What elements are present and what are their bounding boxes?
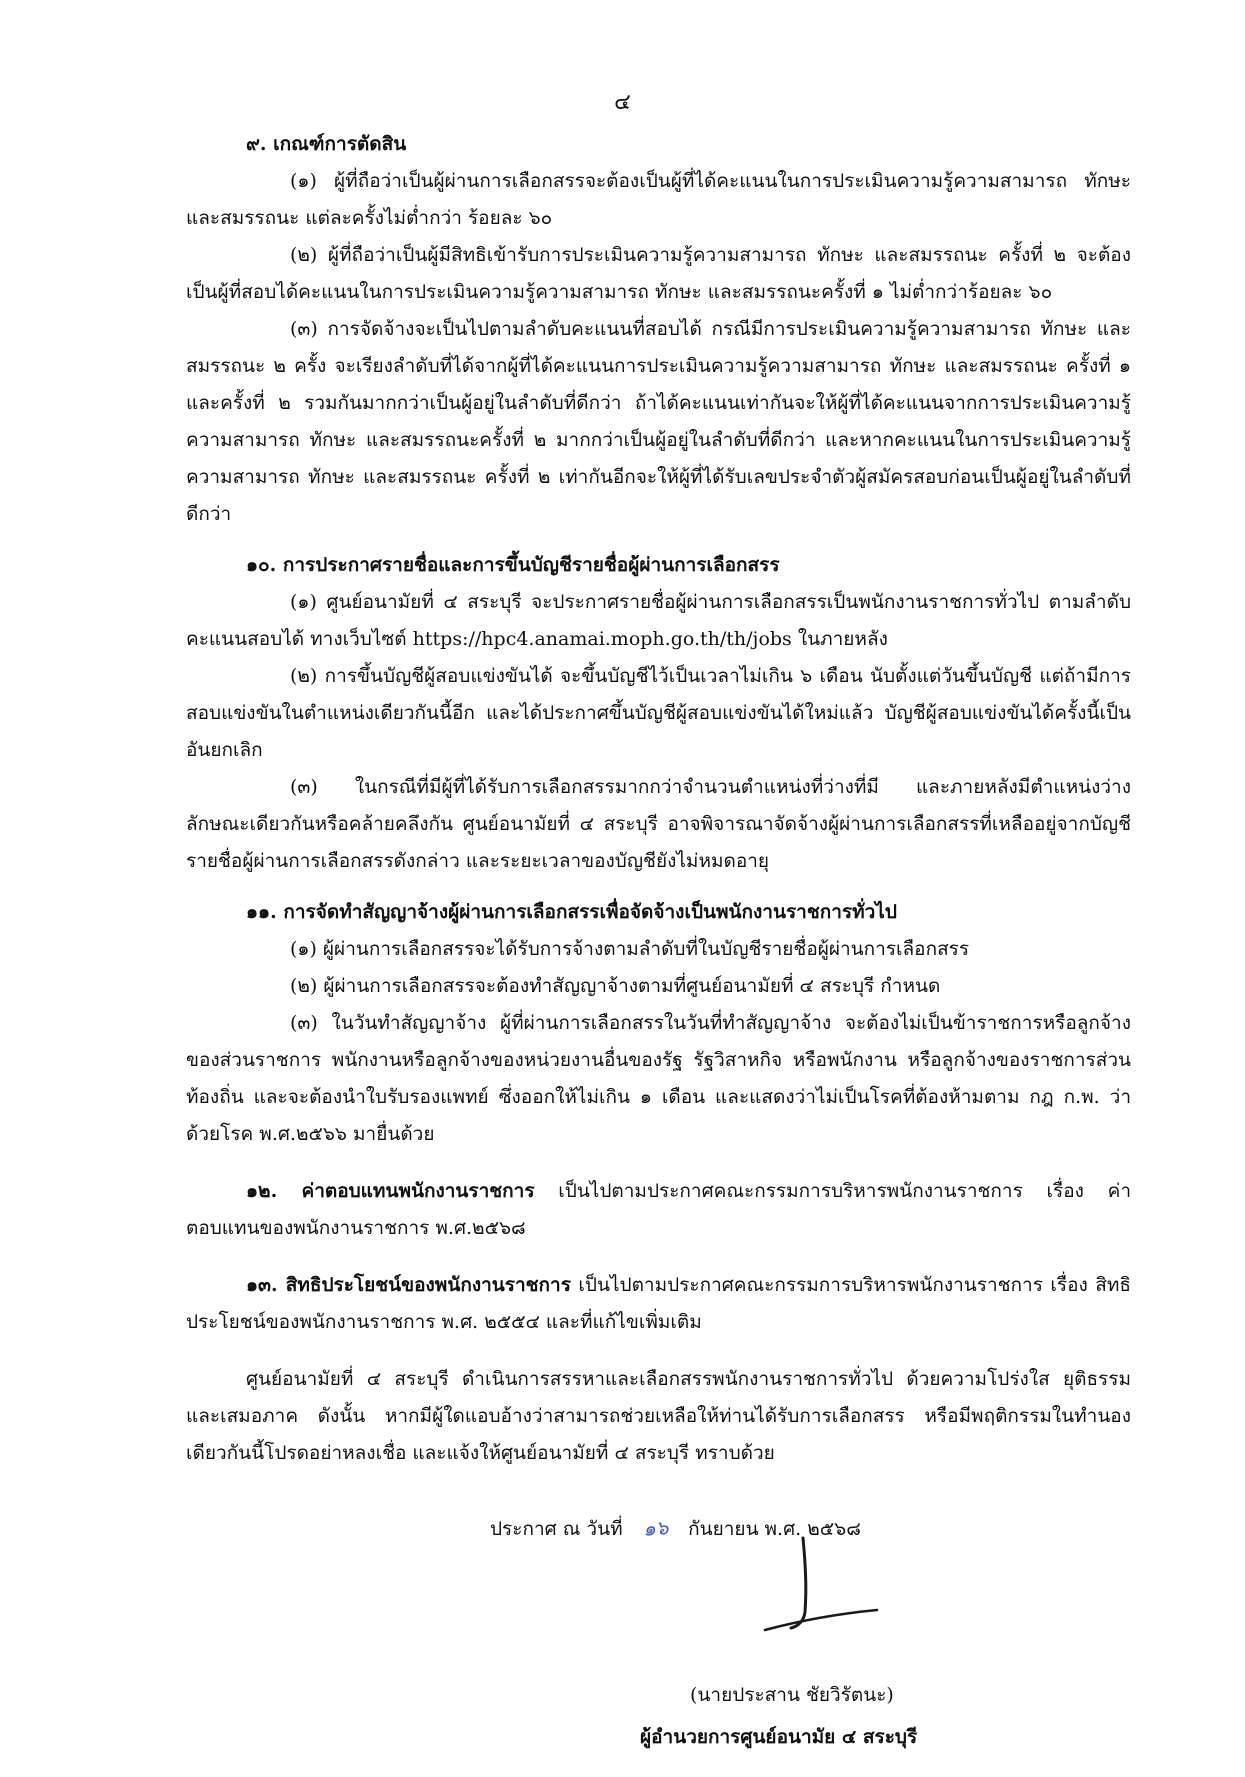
signature (745, 1530, 885, 1640)
section-item: (๒) ผู้ผ่านการเลือกสรรจะต้องทำสัญญาจ้างตามที่ศูนย์อนามัยที่ ๔ สระบุรี กำหนด (290, 975, 941, 997)
section-item: (๓) ในกรณีที่มีผู้ที่ได้รับการเลือกสรรมากกว่าจำนวนตำแหน่งที่ว่างที่มี และภายหลังมีตำแหน่งว่างลักษณะเดียวกันหรือคล้ายคลึงกัน ศูนย์อนามัยที่ ๔ สระบุรี อาจพิจารณาจัดจ้างผู้ผ่านการเลือกสรรที่เหลืออยู่จากบัญชีรายชื่อผู้ผ่านการเลือกสรรดังกล่าว และระยะเวลาของบัญชียังไม่หมดอายุ (186, 776, 1131, 872)
section-12-title: ๑๒. ค่าตอบแทนพนักงานราชการ (246, 1180, 535, 1202)
section-item: (๑) ผู้ที่ถือว่าเป็นผู้ผ่านการเลือกสรรจะต้องเป็นผู้ที่ได้คะแนนในการประเมินความรู้ความสามารถ ทักษะ และสมรรถนะ แต่ละครั้งไม่ต่ำกว่า ร้อยละ ๖๐ (186, 170, 1131, 229)
closing-paragraph: ศูนย์อนามัยที่ ๔ สระบุรี ดำเนินการสรรหาและเลือกสรรพนักงานราชการทั่วไป ด้วยความโปร่งใส ยุติธรรม และเสมอภาค ดังนั้น หากมีผู้ใดแอบอ้างว่าสามารถช่วยเหลือให้ท่านได้รับการเลือกสรร หรือมีพฤติกรรมในทำนองเดียวกันนี้โปรดอย่าหลงเชื่อ และแจ้งให้ศูนย์อนามัยที่ ๔ สระบุรี ทราบด้วย (186, 1368, 1131, 1464)
document-body (186, 126, 1131, 1472)
section-12-text: เป็นไปตามประกาศคณะกรรมการบริหารพนักงานราชการ เรื่อง ค่าตอบแทนของพนักงานราชการ พ.ศ.๒๕๖๘ (186, 1180, 1131, 1239)
section-13-title: ๑๓. สิทธิประโยชน์ของพนักงานราชการ (246, 1274, 571, 1296)
section-item: (๓) ในวันทำสัญญาจ้าง ผู้ที่ผ่านการเลือกสรรในวันที่ทำสัญญาจ้าง จะต้องไม่เป็นข้าราชการหรือลูกจ้างของส่วนราชการ พนักงานหรือลูกจ้างของหน่วยงานอื่นของรัฐ รัฐวิสาหกิจ หรือพนักงาน หรือลูกจ้างของราชการส่วนท้องถิ่น และจะต้องนำใบรับรองแพทย์ ซึ่งออกให้ไม่เกิน ๑ เดือน และแสดงว่าไม่เป็นโรคที่ต้องห้ามตาม กฎ ก.พ. ว่าด้วยโรค พ.ศ.๒๕๖๖ มายื่นด้วย (186, 1012, 1131, 1145)
section-heading: ๙. เกณฑ์การตัดสิน (246, 133, 407, 155)
section-item: (๑) ศูนย์อนามัยที่ ๔ สระบุรี จะประกาศรายชื่อผู้ผ่านการเลือกสรรเป็นพนักงานราชการทั่วไป ตามลำดับคะแนนสอบได้ ทางเว็บไซต์ https://hpc4.anamai.moph.go.th/th/jobs ในภายหลัง (186, 591, 1131, 650)
date-day-handwritten: ๑๖ (641, 1515, 669, 1541)
section-item: (๑) ผู้ผ่านการเลือกสรรจะได้รับการจ้างตามลำดับที่ในบัญชีรายชื่อผู้ผ่านการเลือกสรร (290, 938, 970, 960)
date-suffix: กันยายน พ.ศ. ๒๕๖๘ (688, 1518, 861, 1540)
date-prefix: ประกาศ ณ วันที่ (490, 1518, 623, 1540)
page-number: ๔ (614, 90, 631, 115)
signer-title: ผู้อำนวยการศูนย์อนามัย ๔ สระบุรี (640, 1726, 918, 1748)
section-13-text: เป็นไปตามประกาศคณะกรรมการบริหารพนักงานราชการ เรื่อง สิทธิประโยชน์ของพนักงานราชการ พ.ศ. ๒๕๕๔ และที่แก้ไขเพิ่มเติม (186, 1274, 1131, 1333)
section-13-paragraph (186, 1267, 1131, 1341)
section-12-paragraph (186, 1173, 1131, 1247)
signer-name: (นายประสาน ชัยวิรัตนะ) (690, 1684, 894, 1706)
section-item: (๒) การขึ้นบัญชีผู้สอบแข่งขันได้ จะขึ้นบัญชีไว้เป็นเวลาไม่เกิน ๖ เดือน นับตั้งแต่วันขึ้นบัญชี แต่ถ้ามีการสอบแข่งขันในตำแหน่งเดียวกันนี้อีก และได้ประกาศขึ้นบัญชีผู้สอบแข่งขันได้ใหม่แล้ว บัญชีผู้สอบแข่งขันได้ครั้งนี้เป็นอันยกเลิก (186, 665, 1131, 761)
section-item: (๓) การจัดจ้างจะเป็นไปตามลำดับคะแนนที่สอบได้ กรณีมีการประเมินความรู้ความสามารถ ทักษะ และสมรรถนะ ๒ ครั้ง จะเรียงลำดับที่ได้จากผู้ที่ได้คะแนนการประเมินความรู้ความสามารถ ทักษะ และสมรรถนะ ครั้งที่ ๑ และครั้งที่ ๒ รวมกันมากกว่าเป็นผู้อยู่ในลำดับที่ดีกว่า ถ้าได้คะแนนเท่ากันจะให้ผู้ที่ได้คะแนนจากการประเมินความรู้ความสามารถ ทักษะ และสมรรถนะครั้งที่ ๒ มากกว่าเป็นผู้อยู่ในลำดับที่ดีกว่า และหากคะแนนในการประเมินความรู้ความสามารถ ทักษะ และสมรรถนะ ครั้งที่ ๒ เท่ากันอีกจะให้ผู้ที่ได้รับเลขประจำตัวผู้สมัครสอบก่อนเป็นผู้อยู่ในลำดับที่ดีกว่า (186, 318, 1131, 525)
section-heading: ๑๐. การประกาศรายชื่อและการขึ้นบัญชีรายชื่อผู้ผ่านการเลือกสรร (246, 554, 780, 576)
section-heading: ๑๑. การจัดทำสัญญาจ้างผู้ผ่านการเลือกสรรเพื่อจัดจ้างเป็นพนักงานราชการทั่วไป (246, 901, 897, 923)
section-item: (๒) ผู้ที่ถือว่าเป็นผู้มีสิทธิเข้ารับการประเมินความรู้ความสามารถ ทักษะ และสมรรถนะ ครั้งที่ ๒ จะต้องเป็นผู้ที่สอบได้คะแนนในการประเมินความรู้ความสามารถ ทักษะ และสมรรถนะครั้งที่ ๑ ไม่ต่ำกว่าร้อยละ ๖๐ (186, 244, 1131, 303)
